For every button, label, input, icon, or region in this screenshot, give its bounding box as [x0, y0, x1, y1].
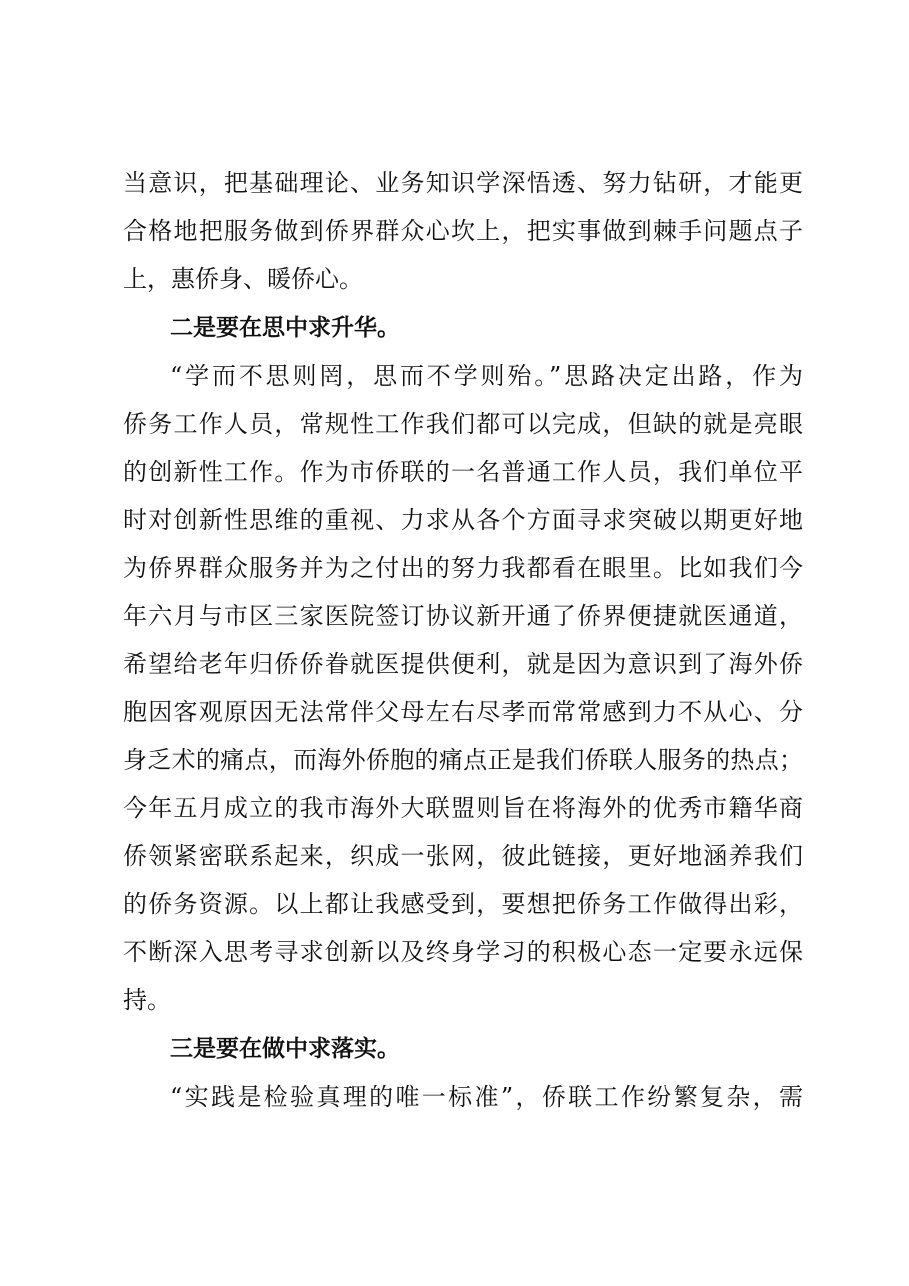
paragraph-1-line-3: 上，惠侨身、暖侨心。	[123, 265, 363, 293]
paragraph-1-line-1: 当意识，把基础理论、业务知识学深悟透、努力钻研，才能更	[123, 169, 803, 197]
paragraph-2-line-12: 的侨务资源。以上都让我感受到，要想把侨务工作做得出彩，	[123, 890, 803, 918]
section-heading-2: 二是要在思中求升华。	[170, 315, 400, 341]
section-heading-3: 三是要在做中求落实。	[170, 1036, 400, 1062]
paragraph-2-line-1: “学而不思则罔，思而不学则殆。”思路决定出路，作为	[170, 362, 803, 390]
paragraph-2-line-5: 为侨界群众服务并为之付出的努力我都看在眼里。比如我们今	[123, 554, 803, 582]
paragraph-2-line-2: 侨务工作人员，常规性工作我们都可以完成，但缺的就是亮眼	[123, 410, 803, 438]
paragraph-2-line-7: 希望给老年归侨侨眷就医提供便利，就是因为意识到了海外侨	[123, 650, 803, 678]
paragraph-1-line-2: 合格地把服务做到侨界群众心坎上，把实事做到棘手问题点子	[123, 217, 803, 245]
paragraph-2-line-3: 的创新性工作。作为市侨联的一名普通工作人员，我们单位平	[123, 458, 803, 486]
paragraph-2-line-8: 胞因客观原因无法常伴父母左右尽孝而常常感到力不从心、分	[123, 698, 803, 726]
paragraph-2-line-14: 持。	[123, 986, 171, 1014]
paragraph-3-line-1: “实践是检验真理的唯一标准”，侨联工作纷繁复杂，需	[170, 1083, 803, 1111]
paragraph-2-line-13: 不断深入思考寻求创新以及终身学习的积极心态一定要永远保	[123, 938, 803, 966]
paragraph-2-line-6: 年六月与市区三家医院签订协议新开通了侨界便捷就医通道，	[123, 602, 803, 630]
paragraph-2-line-10: 今年五月成立的我市海外大联盟则旨在将海外的优秀市籍华商	[123, 794, 803, 822]
paragraph-2-line-9: 身乏术的痛点，而海外侨胞的痛点正是我们侨联人服务的热点；	[123, 746, 803, 774]
paragraph-2-line-11: 侨领紧密联系起来，织成一张网，彼此链接，更好地涵养我们	[123, 842, 803, 870]
paragraph-2-line-4: 时对创新性思维的重视、力求从各个方面寻求突破以期更好地	[123, 506, 803, 534]
